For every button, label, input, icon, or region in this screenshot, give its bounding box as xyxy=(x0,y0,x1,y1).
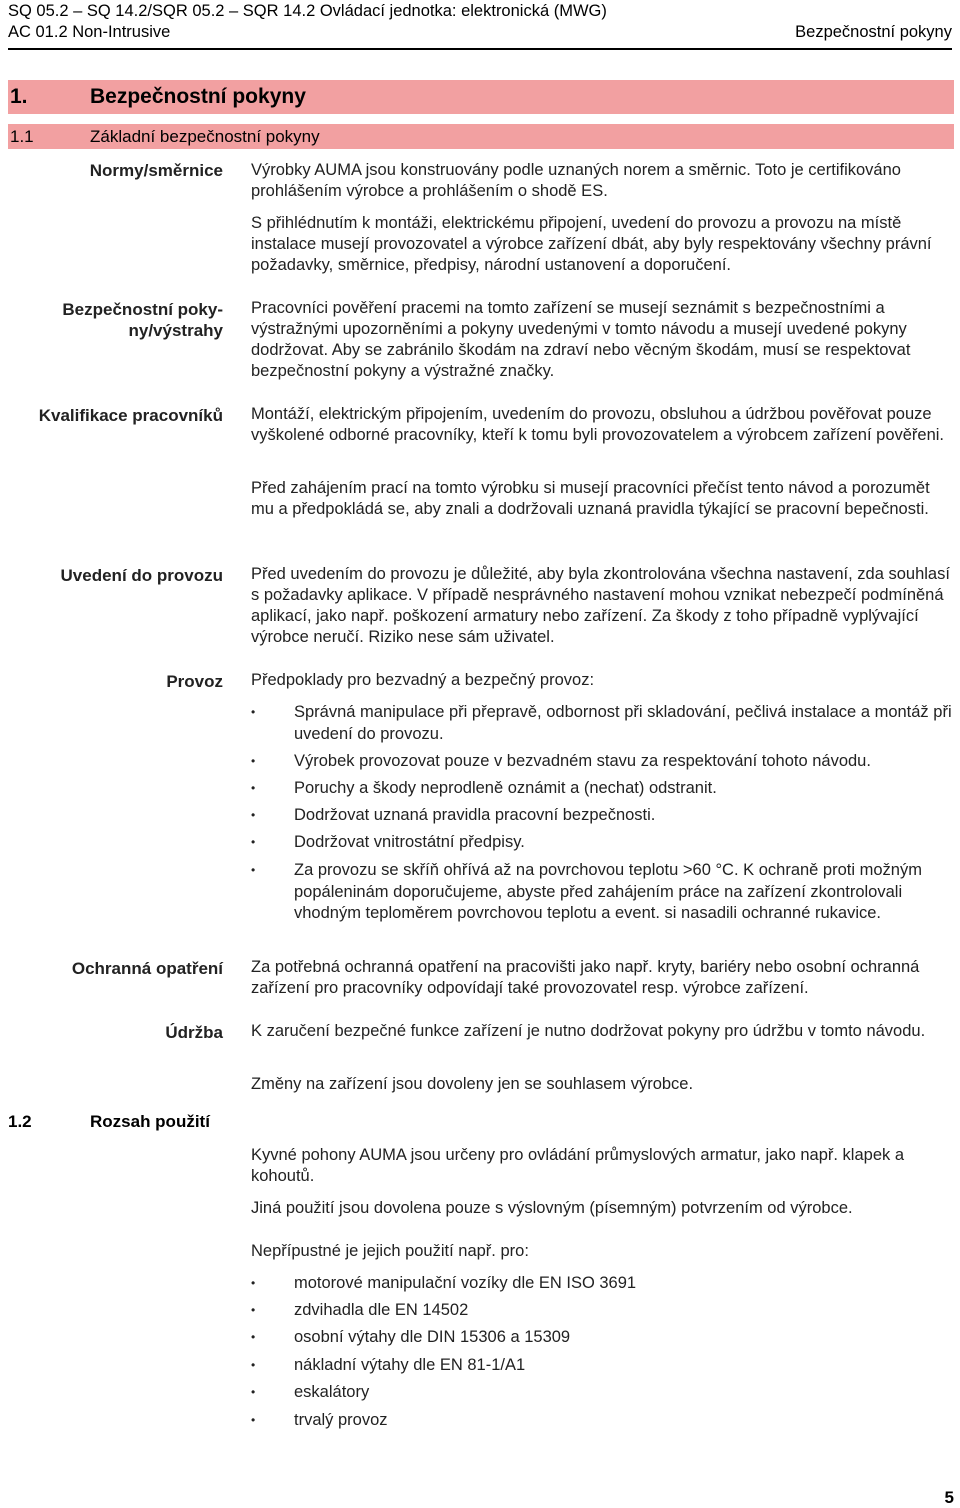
side-label-uvedeni: Uvedení do provozu xyxy=(60,566,223,585)
section-1-heading xyxy=(8,80,954,114)
paragraph-kvalifikace-1: Montáží, elektrickým připojením, uvedením do provozu, obsluhou a údržbou pověřovat pouze vyškolené odborné pracovníky, kteří k tomu byli provozovatelem a výrobcem zařízení pověřeni. xyxy=(251,405,945,444)
bullet-icon: • xyxy=(251,1303,256,1317)
list-item-text: Za provozu se skříň ohřívá až na povrchovou teplotu >60 °C. K ochraně proti možným popáleninám doporučujeme, abyste před zahájením práce na zařízení zkontrolovali vhodným teploměrem povrchovou teplotu a event. si nasadili ochranné rukavice. xyxy=(294,861,922,922)
section-1-1-number: 1.1 xyxy=(10,127,34,146)
bullet-icon: • xyxy=(251,705,256,719)
side-label-ochranna: Ochranná opatření xyxy=(71,959,223,978)
side-label-pokyny-line1: Bezpečnostní poky- xyxy=(62,300,223,319)
list-item-text: Výrobek provozovat pouze v bezvadném stavu za respektování tohoto návodu. xyxy=(294,752,871,770)
list-item-text: eskalátory xyxy=(294,1383,370,1401)
side-label-udrzba: Údržba xyxy=(165,1023,223,1042)
side-label-pokyny xyxy=(3,299,223,341)
bullet-icon: • xyxy=(251,808,256,822)
header-product-subtitle: AC 01.2 Non-Intrusive xyxy=(8,23,171,41)
side-label-normy: Normy/směrnice xyxy=(89,161,223,180)
list-item-text: motorové manipulační vozíky dle EN ISO 3691 xyxy=(294,1274,637,1292)
paragraph-udrzba-1: K zaručení bezpečné funkce zařízení je nutno dodržovat pokyny pro údržbu v tomto návodu. xyxy=(251,1022,926,1040)
bullet-icon: • xyxy=(251,863,256,877)
page-number: 5 xyxy=(944,1488,954,1507)
paragraph-rozsah-1: Kyvné pohony AUMA jsou určeny pro ovládání průmyslových armatur, jako např. klapek a kohoutů. xyxy=(251,1146,905,1185)
paragraph-provoz-intro: Předpoklady pro bezvadný a bezpečný provoz: xyxy=(251,671,595,689)
list-item-text: Poruchy a škody neprodleně oznámit a (nechat) odstranit. xyxy=(294,779,717,797)
page-header xyxy=(8,0,952,50)
paragraph-pokyny: Pracovníci pověření pracemi na tomto zařízení se musejí seznámit s bezpečnostními a výstražnými upozorněními a pokyny uvedenými v tomto návodu a musejí uvedené pokyny dodržovat. Aby se zabránilo škodám na zdraví nebo věcným škodám, musí se respektovat bezpečnostní pokyny a výstražné značky. xyxy=(251,299,911,380)
section-1-2-title: Rozsah použití xyxy=(90,1112,210,1131)
paragraph-ochranna: Za potřebná ochranná opatření na pracovišti jako např. kryty, bariéry nebo osobní ochranná zařízení pro pracovníky odpovídají také provozovatel resp. výrobce zařízení. xyxy=(251,958,920,997)
list-item-text: trvalý provoz xyxy=(294,1411,388,1429)
section-1-1-heading xyxy=(8,124,954,149)
bullet-icon: • xyxy=(251,1413,256,1427)
paragraph-rozsah-2: Jiná použití jsou dovolena pouze s výslovným (písemným) potvrzením od výrobce. xyxy=(251,1199,853,1217)
section-1-title: Bezpečnostní pokyny xyxy=(90,85,306,108)
paragraph-normy-1: Výrobky AUMA jsou konstruovány podle uznaných norem a směrnic. Toto je certifikováno prohlášením výrobce a prohlášením o shodě ES. xyxy=(251,161,901,200)
bullet-icon: • xyxy=(251,1385,256,1399)
list-item-text: zdvihadla dle EN 14502 xyxy=(294,1301,469,1319)
header-product-title: SQ 05.2 – SQ 14.2/SQR 05.2 – SQR 14.2 Ovládací jednotka: elektronická (MWG) xyxy=(8,2,607,20)
bullet-icon: • xyxy=(251,781,256,795)
paragraph-rozsah-3: Nepřípustné je jejich použití např. pro: xyxy=(251,1242,529,1260)
list-item-text: Dodržovat vnitrostátní předpisy. xyxy=(294,833,525,851)
header-divider xyxy=(8,48,952,50)
side-label-kvalifikace: Kvalifikace pracovníků xyxy=(38,406,223,425)
section-1-number: 1. xyxy=(10,85,28,108)
paragraph-uvedeni: Před uvedením do provozu je důležité, aby byla zkontrolována všechna nastavení, zda souhlasí s požadavky aplikace. V případě nesprávného nastavení mohou vznikat nebezpečí podmíněná aplikací, jako např. poškození armatury nebo zařízení. Za škody z toho případně vyplývající výrobce neručí. Riziko nese sám uživatel. xyxy=(251,565,950,646)
bullet-icon: • xyxy=(251,1276,256,1290)
section-1-2-number: 1.2 xyxy=(8,1112,32,1131)
bullet-icon: • xyxy=(251,1358,256,1372)
bullet-icon: • xyxy=(251,754,256,768)
side-label-pokyny-line2: ny/výstrahy xyxy=(128,321,223,340)
paragraph-normy-2: S přihlédnutím k montáži, elektrickému připojení, uvedení do provozu a provozu na místě instalace musejí provozovatel a výrobce zařízení dbát, aby byly respektovány všechny právní požadavky, směrnice, předpisy, národní ustanovení a doporučení. xyxy=(251,214,932,274)
paragraph-kvalifikace-2: Před zahájením prací na tomto výrobku si musejí pracovníci přečíst tento návod a porozumět mu a předpokládá se, aby znali a dodržovali uznaná pravidla týkající se pracovní bepečnosti. xyxy=(251,479,930,518)
paragraph-udrzba-2: Změny na zařízení jsou dovoleny jen se souhlasem výrobce. xyxy=(251,1075,694,1093)
header-chapter-title: Bezpečnostní pokyny xyxy=(795,23,952,41)
bullet-icon: • xyxy=(251,835,256,849)
side-label-provoz: Provoz xyxy=(166,672,223,691)
list-item-text: Dodržovat uznaná pravidla pracovní bezpečnosti. xyxy=(294,806,656,824)
list-item-text: nákladní výtahy dle EN 81-1/A1 xyxy=(294,1356,526,1374)
list-item-text: Správná manipulace při přepravě, odbornost při skladování, pečlivá instalace a montáž při uvedení do provozu. xyxy=(294,703,952,743)
bullet-icon: • xyxy=(251,1330,256,1344)
list-item-text: osobní výtahy dle DIN 15306 a 15309 xyxy=(294,1328,571,1346)
section-1-1-title: Základní bezpečnostní pokyny xyxy=(90,127,320,146)
